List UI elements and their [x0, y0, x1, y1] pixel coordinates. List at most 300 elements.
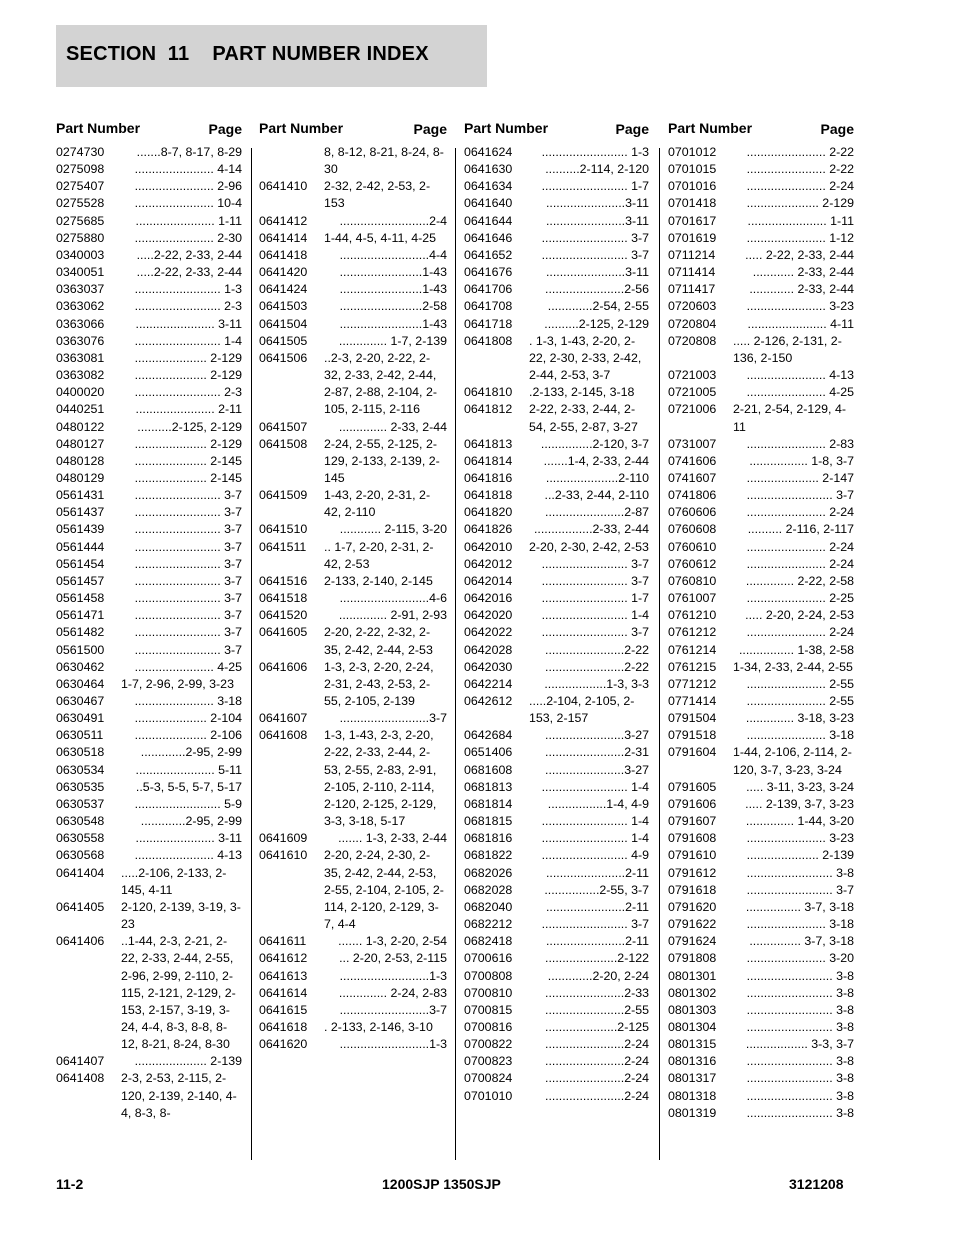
index-entry [259, 830, 447, 847]
page-references [529, 847, 649, 864]
index-entry [464, 607, 649, 624]
part-number: 0480122 [56, 419, 105, 434]
index-entry [259, 213, 447, 230]
index-entry [464, 247, 649, 264]
index-entry [668, 830, 854, 847]
page-references [529, 1070, 649, 1087]
page-reference-text: ..5-3, 5-5, 5-7, 5-17 [135, 779, 242, 794]
page-references [121, 281, 242, 298]
part-number: 0641410 [259, 179, 308, 194]
part-number: 0641630 [464, 162, 513, 177]
part-number: 0761212 [668, 625, 717, 640]
page-reference-text: ....................... 2-24 [746, 556, 854, 571]
page-references [733, 624, 854, 641]
page-reference-text: ..................... 2-139 [134, 1054, 242, 1069]
page-reference-text: ......................... 3-7 [541, 556, 649, 571]
page-reference-text: ............ 2-33, 2-44 [752, 265, 854, 280]
index-entry [259, 727, 447, 830]
page-references [529, 556, 649, 573]
part-number: 0480127 [56, 436, 105, 451]
page-reference-text: ......................... 1-3 [134, 282, 242, 297]
page-references [733, 316, 854, 333]
part-number: 0642612 [464, 694, 513, 708]
column-divider [659, 148, 660, 1160]
page-references [121, 659, 242, 676]
page-reference-text: ..........................1-3 [339, 968, 447, 983]
page-references [529, 1002, 649, 1019]
index-entry [668, 504, 854, 521]
page-reference-text: .......................2-24 [545, 1054, 649, 1069]
index-entry [259, 178, 447, 212]
page-references [324, 144, 447, 178]
page-reference-text: ....................... 3-18 [746, 728, 854, 743]
part-number: 0561471 [56, 608, 105, 623]
page-references [324, 933, 447, 950]
page-references [324, 178, 447, 212]
index-entry [56, 899, 242, 933]
part-number: 0701015 [668, 162, 717, 177]
part-number: 0641605 [259, 625, 308, 640]
part-number: 0630548 [56, 814, 105, 829]
index-entry [464, 830, 649, 847]
part-number: 0363081 [56, 350, 105, 365]
part-number: 0641508 [259, 436, 308, 451]
page-references [733, 659, 854, 676]
part-number: 0275098 [56, 162, 105, 177]
page-reference-text: .....................2-110 [545, 470, 649, 485]
index-entry [464, 1002, 649, 1019]
page-references [529, 316, 649, 333]
part-number: 0363076 [56, 333, 105, 348]
page-references [121, 316, 242, 333]
page-references [121, 693, 242, 710]
page-references [733, 1053, 854, 1070]
index-entry [56, 573, 242, 590]
part-number: 0761007 [668, 591, 717, 606]
part-number: 0630464 [56, 676, 105, 691]
page-references [733, 693, 854, 710]
part-number: 0641509 [259, 488, 308, 503]
index-entry [259, 350, 447, 419]
page-reference-text: ......................... 3-7 [541, 625, 649, 640]
page-reference-text: ..................... 2-129 [134, 368, 242, 383]
index-entry [668, 1036, 854, 1053]
index-entry [464, 521, 649, 538]
part-number: 0641718 [464, 316, 513, 331]
index-entry [56, 710, 242, 727]
page-references [529, 624, 649, 641]
index-entries [56, 144, 242, 1122]
part-number: 0641640 [464, 196, 513, 211]
page-references [324, 985, 447, 1002]
page-reference-text: ..........................3-7 [339, 711, 447, 726]
index-entry [668, 950, 854, 967]
index-entry [464, 624, 649, 641]
page-references [733, 916, 854, 933]
page-reference-text: .....2-22, 2-33, 2-44 [136, 247, 242, 262]
page-reference-text: ....................... 3-23 [746, 831, 854, 846]
index-entry [56, 1053, 242, 1070]
index-entry [464, 882, 649, 899]
page-reference-text: ......................... 3-7 [134, 539, 242, 554]
page-reference-text: ........................1-43 [339, 265, 447, 280]
part-number: 0641644 [464, 213, 513, 228]
page-references [324, 333, 447, 350]
index-entry [464, 281, 649, 298]
page-references [529, 470, 649, 487]
page-reference-text: ......................... 3-7 [134, 488, 242, 503]
part-number: 0630491 [56, 711, 105, 726]
part-number: 0363082 [56, 368, 105, 383]
index-entry [56, 264, 242, 281]
part-number: 0641518 [259, 591, 308, 606]
index-entry [668, 1019, 854, 1036]
page-references [121, 298, 242, 315]
index-entry [259, 316, 447, 333]
part-number: 0480128 [56, 453, 105, 468]
page-references [733, 384, 854, 401]
index-entry [668, 298, 854, 315]
index-entry [464, 504, 649, 521]
index-entry [464, 676, 649, 693]
page-reference-text: .............2-20, 2-24 [547, 968, 649, 983]
index-entry [668, 779, 854, 796]
index-entry [668, 1070, 854, 1087]
index-entry [464, 899, 649, 916]
page-reference-text: ......................... 3-7 [541, 917, 649, 932]
page-references [324, 607, 447, 624]
index-entry [464, 779, 649, 796]
part-number: 0761210 [668, 608, 717, 623]
page-references [121, 744, 242, 761]
index-entry [259, 539, 447, 573]
index-entry [668, 367, 854, 384]
index-entry [668, 195, 854, 212]
page-reference-text: ......................... 3-7 [541, 247, 649, 262]
index-entry [56, 779, 242, 796]
index-entry [668, 453, 854, 470]
part-number: 0741606 [668, 453, 717, 468]
page-reference-text: .......................2-22 [545, 642, 649, 657]
page-references [733, 230, 854, 247]
part-number: 0641611 [259, 934, 307, 949]
page-reference-text: .....2-106, 2-133, 2-145, 4-11 [121, 865, 227, 897]
part-number: 0700815 [464, 1002, 513, 1017]
index-entry [56, 796, 242, 813]
part-number: 0720804 [668, 316, 717, 331]
index-entry [668, 676, 854, 693]
page-references [529, 1053, 649, 1070]
index-entry [56, 590, 242, 607]
part-number: 0561444 [56, 539, 105, 554]
page-references [733, 813, 854, 830]
part-number: 0641652 [464, 247, 513, 262]
page-reference-text: . 2-133, 2-146, 3-10 [324, 1019, 433, 1034]
page-references [121, 230, 242, 247]
page-references [121, 1070, 242, 1121]
page-references [324, 624, 447, 658]
index-entry [56, 847, 242, 864]
index-entry [668, 1088, 854, 1105]
page-references [121, 847, 242, 864]
page-reference-text: ....................... 2-83 [746, 436, 854, 451]
page-references [121, 213, 242, 230]
index-entry [668, 178, 854, 195]
index-entry [56, 213, 242, 230]
part-number: 0731007 [668, 436, 717, 451]
index-entry [668, 1053, 854, 1070]
page-references [733, 1088, 854, 1105]
index-entry [56, 744, 242, 761]
index-entry [464, 744, 649, 761]
part-number: 0701619 [668, 230, 717, 245]
index-entry [259, 968, 447, 985]
page-references [121, 556, 242, 573]
page-reference-text: .......................2-11 [545, 934, 649, 949]
page-references [324, 264, 447, 281]
index-entry [668, 436, 854, 453]
part-number: 0641507 [259, 419, 308, 434]
page-references [529, 796, 649, 813]
page-reference-text: ..................... 2-129 [746, 196, 854, 211]
page-reference-text: 8, 8-12, 8-21, 8-24, 8-30 [324, 145, 444, 177]
part-number: 0641820 [464, 505, 513, 520]
part-number: 0701617 [668, 213, 717, 228]
index-entry [259, 607, 447, 624]
part-number: 0701010 [464, 1088, 513, 1103]
page-references [121, 899, 242, 933]
page-reference-text: ....................... 4-14 [134, 162, 242, 177]
page-reference-text: ......................... 3-7 [134, 573, 242, 588]
part-number: 0760608 [668, 522, 717, 537]
page-references [324, 281, 447, 298]
page-heading: Page [820, 121, 854, 137]
part-number: 0791605 [668, 779, 717, 794]
index-column-3 [464, 118, 649, 1105]
page-references [529, 916, 649, 933]
page-reference-text: ......................... 1-7 [541, 591, 649, 606]
part-number: 0630535 [56, 779, 105, 794]
index-entry [56, 693, 242, 710]
page-heading: Page [208, 121, 242, 137]
page-reference-text: ......................... 3-8 [746, 985, 854, 1000]
page-reference-text: .....2-22, 2-33, 2-44 [136, 265, 242, 280]
page-references [733, 247, 854, 264]
index-entry [668, 213, 854, 230]
part-number: 0561482 [56, 625, 105, 640]
page-reference-text: .......1-4, 2-33, 2-44 [543, 453, 649, 468]
footer-page-number: 11-2 [56, 1176, 84, 1192]
page-references [529, 298, 649, 315]
part-number: 0681822 [464, 848, 513, 863]
page-references [733, 470, 854, 487]
page-references [529, 693, 649, 727]
part-number: 0275880 [56, 230, 105, 245]
page-reference-text: ................2-55, 3-7 [544, 882, 649, 897]
page-references [324, 1036, 447, 1053]
page-reference-text: ..........................4-4 [339, 247, 447, 262]
index-entry [668, 642, 854, 659]
part-number: 0363062 [56, 299, 105, 314]
part-number: 0630467 [56, 694, 105, 708]
part-number: 0791518 [668, 728, 717, 743]
page-reference-text: ......................... 3-7 [134, 608, 242, 623]
page-references [121, 264, 242, 281]
page-references [733, 487, 854, 504]
index-entry [668, 316, 854, 333]
part-number-heading: Part Number [668, 120, 753, 136]
page-reference-text: ..........................4-6 [339, 591, 447, 606]
part-number: 0641520 [259, 608, 308, 623]
part-number: 0681813 [464, 779, 513, 794]
index-entry [259, 1019, 447, 1036]
page-reference-text: ......................... 3-8 [746, 865, 854, 880]
index-entry [668, 727, 854, 744]
index-entry [56, 298, 242, 315]
part-number: 0701016 [668, 179, 717, 194]
page-reference-text: ....................... 3-11 [135, 831, 242, 846]
index-entry [259, 950, 447, 967]
part-number: 0642030 [464, 659, 513, 674]
part-number: 0791622 [668, 917, 717, 932]
index-entry [259, 985, 447, 1002]
part-number: 0641808 [464, 333, 513, 348]
page-reference-text: ......................... 3-7 [134, 505, 242, 520]
page-reference-text: 1-7, 2-96, 2-99, 3-23 [121, 676, 234, 691]
page-references [733, 195, 854, 212]
part-number: 0275528 [56, 196, 105, 211]
page-references [529, 213, 649, 230]
part-number: 0801318 [668, 1088, 717, 1103]
page-references [121, 195, 242, 212]
page-reference-text: ....................... 1-12 [746, 230, 854, 245]
page-reference-text: ..........2-125, 2-129 [137, 419, 242, 434]
page-reference-text: ......................... 5-9 [134, 796, 242, 811]
index-entry [464, 1070, 649, 1087]
index-entry [668, 882, 854, 899]
part-number: 0711417 [668, 282, 716, 297]
page-reference-text: ..................... 2-104 [134, 711, 242, 726]
page-references [121, 676, 242, 693]
page-references [529, 539, 649, 556]
page-references [733, 865, 854, 882]
index-entry [668, 624, 854, 641]
part-number: 0275407 [56, 179, 105, 194]
part-number: 0760610 [668, 539, 717, 554]
part-number: 0681815 [464, 814, 513, 829]
page-reference-text: ..... 2-139, 3-7, 3-23 [745, 796, 854, 811]
page-reference-text: .......................3-11 [545, 196, 649, 211]
index-entry [464, 316, 649, 333]
page-reference-text: ......................... 3-7 [746, 488, 854, 503]
page-references [529, 333, 649, 384]
page-reference-text: 2-120, 2-139, 3-19, 3-23 [121, 899, 241, 932]
index-entry [668, 556, 854, 573]
page-reference-text: .....2-104, 2-105, 2-153, 2-157 [529, 694, 635, 726]
part-number: 0641406 [56, 934, 105, 949]
part-number: 0720808 [668, 333, 717, 348]
index-entry [56, 247, 242, 264]
page-references [324, 573, 447, 590]
part-number: 0641613 [259, 968, 308, 983]
part-number: 0340003 [56, 247, 105, 262]
index-entry [56, 367, 242, 384]
page-reference-text: ..................... 2-147 [746, 470, 854, 485]
page-reference-text: 1-34, 2-33, 2-44, 2-55 [733, 659, 853, 674]
index-column-4 [668, 118, 854, 1122]
index-entry [56, 281, 242, 298]
part-number: 0681816 [464, 831, 513, 846]
index-entry [464, 230, 649, 247]
page-references [529, 985, 649, 1002]
page-reference-text: 2-22, 2-33, 2-44, 2-54, 2-55, 2-87, 3-27 [529, 402, 638, 434]
page-references [324, 727, 447, 830]
index-entry [259, 298, 447, 315]
page-reference-text: ......................... 3-8 [746, 1071, 854, 1086]
page-reference-text: .................1-4, 4-9 [547, 796, 649, 811]
page-reference-text: ..................... 2-145 [134, 470, 242, 485]
part-number: 0711414 [668, 265, 716, 280]
index-entry [56, 813, 242, 830]
part-number: 0641420 [259, 265, 308, 280]
page-references [121, 453, 242, 470]
page-references [529, 230, 649, 247]
part-number: 0641676 [464, 265, 513, 280]
column-divider [251, 148, 252, 1160]
page-references [529, 865, 649, 882]
index-entry [56, 642, 242, 659]
part-number: 0641646 [464, 230, 513, 245]
index-entry [464, 590, 649, 607]
part-number: 0561458 [56, 591, 105, 606]
column-header [56, 118, 242, 144]
part-number: 0642010 [464, 539, 513, 554]
part-number: 0641504 [259, 316, 308, 331]
page-reference-text: ........................1-43 [339, 282, 447, 297]
page-references [529, 247, 649, 264]
index-entry [464, 865, 649, 882]
index-entry [56, 230, 242, 247]
page-reference-text: ......................... 3-7 [134, 591, 242, 606]
part-number: 0801319 [668, 1105, 717, 1120]
section-title: SECTION 11 PART NUMBER INDEX [66, 43, 429, 65]
page-references [529, 144, 649, 161]
page-references [733, 950, 854, 967]
part-number: 0641418 [259, 247, 308, 262]
page-reference-text: ......................... 3-8 [746, 1002, 854, 1017]
index-entry [259, 521, 447, 538]
part-number: 0641505 [259, 333, 308, 348]
page-references [733, 727, 854, 744]
column-divider [455, 148, 456, 1160]
index-entry [668, 813, 854, 830]
part-number: 0641612 [259, 951, 308, 966]
part-number: 0641610 [259, 848, 308, 863]
page-reference-text: ....................... 2-24 [746, 625, 854, 640]
page-references [733, 590, 854, 607]
page-reference-text: .............. 1-44, 3-20 [745, 814, 854, 829]
index-entry [668, 916, 854, 933]
page-reference-text: ......................... 3-8 [746, 1105, 854, 1120]
index-entry [464, 1036, 649, 1053]
page-reference-text: ....................... 2-11 [135, 402, 242, 417]
page-reference-text: .......................2-31 [545, 745, 649, 760]
page-references [121, 178, 242, 195]
part-number: 0641404 [56, 865, 105, 880]
page-reference-text: ..... 2-22, 2-33, 2-44 [745, 247, 854, 262]
page-reference-text: ......................... 1-4 [541, 608, 649, 623]
page-reference-text: ....................... 2-24 [746, 505, 854, 520]
